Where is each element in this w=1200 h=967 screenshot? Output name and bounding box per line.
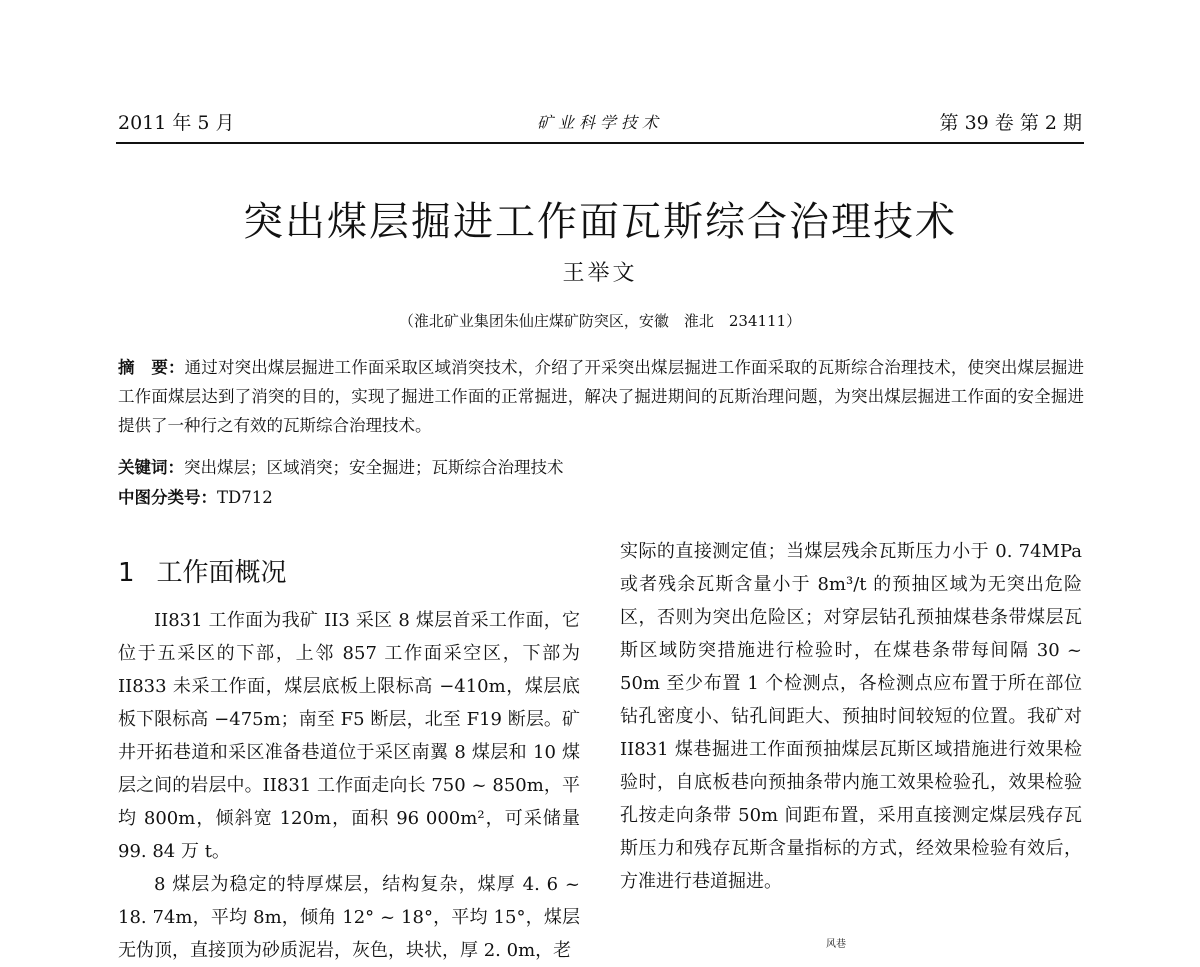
abstract-text: 通过对突出煤层掘进工作面采取区域消突技术，介绍了开采突出煤层掘进工作面采取的瓦斯综合治理技术，使突出煤层掘进工作面煤层达到了消突的目的，实现了掘进工作面的正常掘进，解决了掘进期间的瓦斯治理问题，为突出煤层掘进工作面的安全掘进提供了一种行之有效的瓦斯综合治理技术。 bbox=[118, 358, 1085, 435]
right-paragraph-1: 实际的直接测定值；当煤层残余瓦斯压力小于 0. 74MPa 或者残余瓦斯含量小于 8m³/t 的预抽区域为无突出危险区，否则为突出危险区；对穿层钻孔预抽煤巷条带煤层瓦斯区域防突措施进行检验时，在煤巷条带每间隔 30 ~ 50m 至少布置 1 个检测点，各检测点应布置于所在部位钻孔密度小、钻孔间距大、预抽时间较短的位置。我矿对 II831 煤巷掘进工作面预抽煤层瓦斯区域措施进行效果检验时，自底板巷向预抽条带内施工效果检验孔，效果检验孔按走向条带 50m 间距布置，采用直接测定煤层残存瓦斯压力和残存瓦斯含量指标的方式，经效果检验有效后，方准进行巷道掘进。 bbox=[620, 541, 1082, 892]
paper-title: 突出煤层掘进工作面瓦斯综合治理技术 bbox=[243, 199, 957, 245]
left-column bbox=[118, 604, 580, 967]
author: 王举文 bbox=[562, 261, 638, 286]
classification-label: 中图分类号： bbox=[118, 488, 217, 507]
affiliation: （淮北矿业集团朱仙庄煤矿防突区，安徽 淮北 234111） bbox=[398, 312, 802, 330]
right-column bbox=[620, 535, 1082, 898]
abstract bbox=[118, 353, 1084, 440]
section-heading bbox=[118, 552, 287, 589]
classification-text: TD712 bbox=[217, 488, 273, 507]
header-date: 2011 年 5 月 bbox=[118, 112, 235, 134]
left-paragraph-1: II831 工作面为我矿 II3 采区 8 煤层首采工作面，它位于五采区的下部，上邻 857 工作面采空区，下部为 II833 未采工作面，煤层底板上限标高 −410m，煤层底板下限标高 −475m；南至 F5 断层，北至 F19 断层。矿井开拓巷道和采区准备巷道位于采区南翼 8 煤层和 10 煤层之间的岩层中。II831 工作面走向长 750 ~ 850m，平均 800m，倾斜宽 120m，面积 96 000m²，可采储量 99. 84 万 t。 bbox=[118, 610, 580, 862]
section-number: 1 bbox=[118, 558, 135, 588]
abstract-label: 摘 要： bbox=[118, 358, 185, 377]
header-journal: 矿业科学技术 bbox=[536, 113, 663, 132]
header-rule bbox=[116, 142, 1084, 144]
header-issue: 第 39 卷 第 2 期 bbox=[939, 112, 1082, 134]
figure-label: 风巷 bbox=[826, 939, 846, 950]
keywords bbox=[118, 454, 564, 478]
keywords-text: 突出煤层；区域消突；安全掘进；瓦斯综合治理技术 bbox=[184, 458, 564, 477]
left-paragraph-2: 8 煤层为稳定的特厚煤层，结构复杂，煤厚 4. 6 ~ 18. 74m，平均 8m，倾角 12° ~ 18°，平均 15°，煤层无伪顶，直接顶为砂质泥岩，灰色，块状，厚 2. 0m，老 bbox=[118, 874, 580, 961]
section-title: 工作面概况 bbox=[156, 558, 287, 588]
classification bbox=[118, 484, 273, 508]
keywords-label: 关键词： bbox=[118, 458, 184, 477]
